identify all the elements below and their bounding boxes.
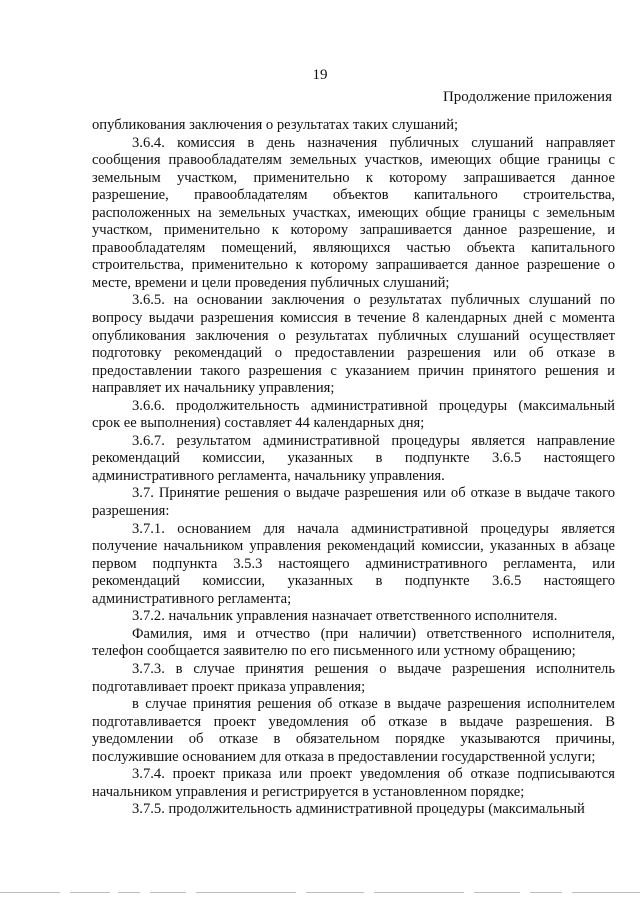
paragraph-refusal-notice: в случае принятия решения об отказе в выдаче разрешения исполнителем подготавливается проект уведомления об отказе в выдаче разрешения. В уведомлении об отказе в обязательном порядке указываются причины, послужившие основанием для отказа в предоставлении государственной услуги;	[92, 696, 615, 765]
paragraph-3-7-4: 3.7.4. проект приказа или проект уведомления об отказе подписываются начальником управления и регистрируется в установленном порядке;	[92, 766, 615, 800]
paragraph-3-6-6: 3.6.6. продолжительность административной процедуры (максимальный срок ее выполнения) составляет 44 календарных дня;	[92, 397, 615, 432]
paragraph-3-7-5: 3.7.5. продолжительность административной процедуры (максимальный	[132, 801, 585, 818]
paragraph-3-7: 3.7. Принятие решения о выдаче разрешения или об отказе в выдаче такого разрешения:	[92, 485, 615, 520]
document-body	[92, 117, 615, 819]
continuation-label: Продолжение приложения	[442, 89, 612, 105]
page-number: 19	[312, 67, 328, 83]
paragraph-3-7-3: 3.7.3. в случае принятия решения о выдаче разрешения исполнитель подготавливает проект приказа управления;	[92, 660, 615, 695]
paragraph-continuation: опубликования заключения о результатах таких слушаний;	[92, 117, 459, 133]
paragraph-3-7-2: 3.7.2. начальник управления назначает ответственного исполнителя.	[132, 608, 558, 625]
paragraph-3-7-1: 3.7.1. основанием для начала административной процедуры является получение начальником управления рекомендаций комиссии, указанных в абзаце первом подпункта 3.5.3 настоящего административного регламента, или рекомендаций комиссии, указанных в подпункте 3.6.5 настоящего административного регламента;	[92, 520, 615, 607]
paragraph-3-6-5: 3.6.5. на основании заключения о результатах публичных слушаний по вопросу выдачи разрешения комиссия в течение 8 календарных дней с момента опубликования заключения о результатах публичных слушаний осуществляет подготовку рекомендаций о предоставлении разрешения или об отказе в предоставлении такого разрешения с указанием причин принятого решения и направляет их начальнику управления;	[92, 292, 615, 397]
paragraph-3-6-4: 3.6.4. комиссия в день назначения публичных слушаний направляет сообщения правообладателям земельных участков, имеющих общие границы с земельным участком, применительно к которому запрашивается данное разрешение, правообладателям объектов капитального строительства, расположенных на земельных участках, имеющих общие границы с земельным участком, применительно к которому запрашивается данное разрешение, и правообладателям помещений, являющихся частью объекта капитального строительства, применительно к которому запрашивается данное разрешение о месте, времени и цели проведения публичных слушаний;	[92, 134, 615, 291]
paragraph-executor-contact: Фамилия, имя и отчество (при наличии) ответственного исполнителя, телефон сообщается заявителю по его письменного или устному обращению;	[92, 625, 615, 660]
scan-edge-marks	[0, 892, 640, 896]
paragraph-3-6-7: 3.6.7. результатом административной процедуры является направление рекомендаций комиссии, указанных в подпункте 3.6.5 настоящего административного регламента, начальнику управления.	[92, 432, 615, 484]
